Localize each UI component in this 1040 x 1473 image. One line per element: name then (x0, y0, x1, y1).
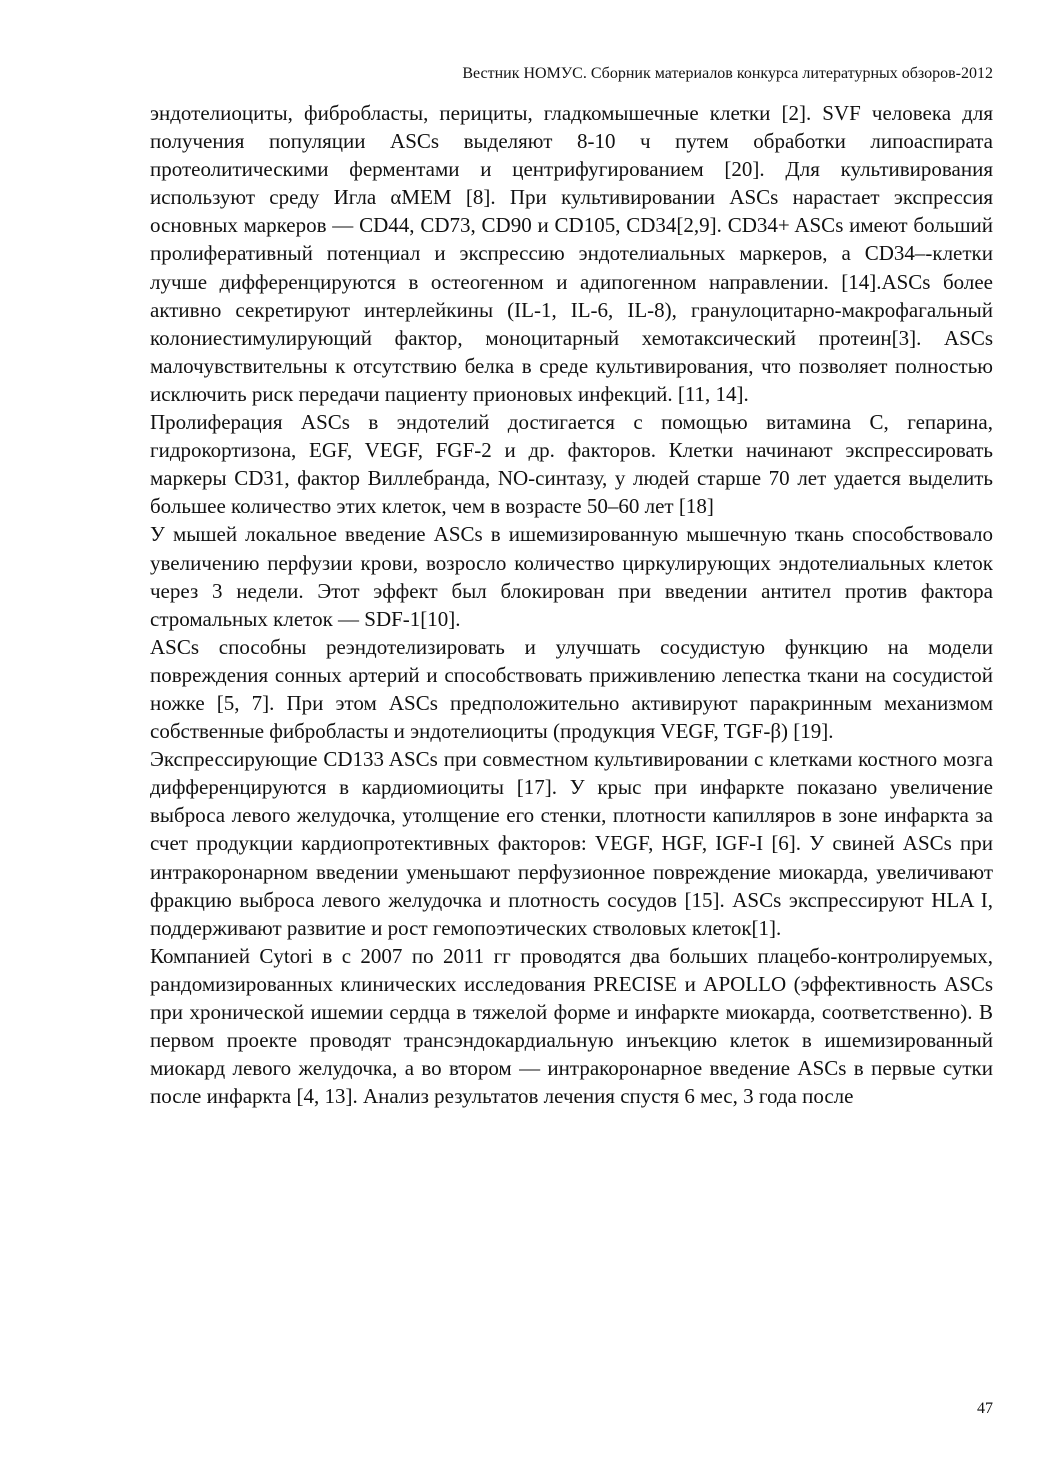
body-paragraph: Экспрессирующие CD133 ASCs при совместном культивировании с клетками костного мозга дифференцируются в кардиомиоциты [17]. У крыс при инфаркте показано увеличение выброса левого желудочка, утолщение его стенки, плотности капилляров в зоне инфаркта за счет продукции кардиопротективных факторов: VEGF, HGF, IGF-I [6]. У свиней ASCs при интракоронарном введении уменьшают перфузионное повреждение миокарда, увеличивают фракцию выброса левого желудочка и плотность сосудов [15]. ASCs экспрессируют HLA I, поддерживают развитие и рост гемопоэтических стволовых клеток[1]. (150, 747, 993, 940)
article-body (150, 99, 993, 1110)
body-paragraph: Компанией Cytori в с 2007 по 2011 гг проводятся два больших плацебо-контролируемых, рандомизированных клинических исследования PRECISE и APOLLO (эффективность ASCs при хронической ишемии сердца в тяжелой форме и инфаркте миокарда, соответственно). В первом проекте проводят трансэндокардиальную инъекцию клеток в ишемизированный миокард левого желудочка, а во втором — интракоронарное введение ASCs в первые сутки после инфаркта [4, 13]. Анализ результатов лечения спустя 6 мес, 3 года после (150, 943, 993, 1109)
body-paragraph: ASCs способны реэндотелизировать и улучшать сосудистую функцию на модели повреждения сонных артерий и способствовать приживлению лепестка ткани на сосудистой ножке [5, 7]. При этом ASCs предположительно активируют паракринным механизмом собственные фибробласты и эндотелиоциты (продукция VEGF, TGF-β) [19]. (150, 634, 993, 744)
page-number: 47 (977, 1400, 993, 1417)
body-paragraph: Пролиферация ASCs в эндотелий достигается с помощью витамина С, гепарина, гидрокортизона, EGF, VEGF, FGF-2 и др. факторов. Клетки начинают экспрессировать маркеры CD31, фактор Виллебранда, NO-синтазу, у людей старше 70 лет удается выделить большее количество этих клеток, чем в возрасте 50–60 лет [18] (150, 410, 993, 519)
body-paragraph: эндотелиоциты, фибробласты, перициты, гладкомышечные клетки [2]. SVF человека для получения популяции ASCs выделяют 8-10 ч путем обработки липоаспирата протеолитическими ферментами и центрифугированием [20]. Для культивирования используют среду Игла αMEM [8]. При культивировании ASCs нарастает экспрессия основных маркеров — CD44, CD73, CD90 и CD105, CD34[2,9]. CD34+ ASCs имеют больший пролиферативный потенциал и экспрессию эндотелиальных маркеров, а CD34–-клетки лучше дифференцируются в остеогенном и адипогенном направлении. [14].ASCs более активно секретируют интерлейкины (IL-1, IL-6, IL-8), гранулоцитарно-макрофагальный колониестимулирующий фактор, моноцитарный хемотаксический протеин[3]. ASCs малочувствительны к отсутствию белка в среде культивирования, что позволяет полностью исключить риск передачи пациенту прионовых инфекций. [11, 14]. (150, 101, 993, 406)
body-paragraph: У мышей локальное введение ASCs в ишемизированную мышечную ткань способствовало увеличению перфузии крови, возросло количество циркулирующих эндотелиальных клеток через 3 недели. Этот эффект был блокирован при введении антител против фактора стромальных клеток — SDF-1[10]. (150, 522, 993, 631)
running-header: Вестник НОМУС. Сборник материалов конкурса литературных обзоров-2012 (462, 65, 993, 82)
